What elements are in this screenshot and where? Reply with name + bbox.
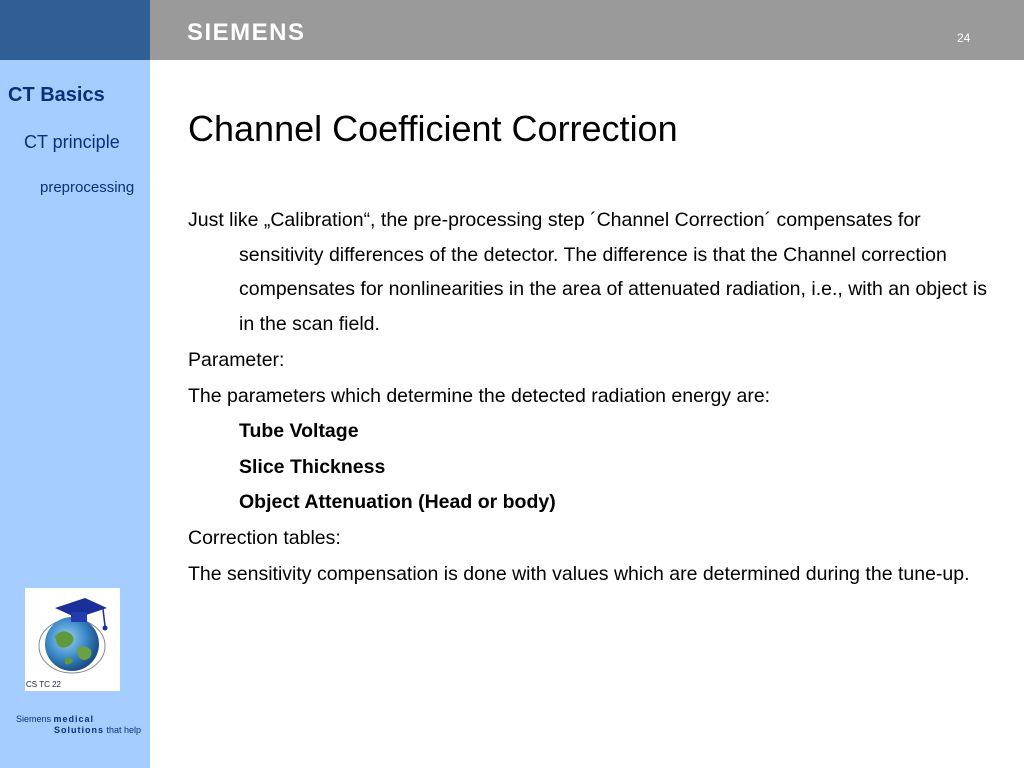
intro-paragraph: Just like „Calibration“, the pre-processing step ´Channel Correction´ compensates for sensitivity differences of the detector. The difference is that the Channel correction compensates for nonlinearities in the area of attenuated radiation, i.e., with an object is in the scan field. xyxy=(188,209,987,335)
globe-graduation-cap-icon xyxy=(25,588,120,678)
siemens-medical-tagline: Siemens medical Solutions that help xyxy=(16,714,142,735)
correction-heading: Correction tables: xyxy=(188,526,341,549)
sidebar-item-preprocessing[interactable]: preprocessing xyxy=(40,179,135,196)
slide-body xyxy=(188,203,988,588)
siemens-logo: SIEMENS xyxy=(187,19,306,46)
page-title: Channel Coefficient Correction xyxy=(188,108,678,149)
parameter-item: Tube Voltage xyxy=(239,420,359,442)
parameter-item: Object Attenuation (Head or body) xyxy=(239,491,556,513)
slide-number: 24 xyxy=(957,31,971,45)
sidebar-item-ct-principle[interactable]: CT principle xyxy=(24,132,120,152)
parameter-heading: Parameter: xyxy=(188,349,285,371)
parameter-item: Slice Thickness xyxy=(239,455,386,478)
logo-caption: CS TC 22 xyxy=(26,680,61,689)
header-left-block xyxy=(0,0,150,60)
correction-text: The sensitivity compensation is done with values which are determined during the tune-up. xyxy=(188,563,970,585)
globe-logo xyxy=(25,588,120,691)
parameter-text: The parameters which determine the detected radiation energy are: xyxy=(188,384,771,407)
sidebar-item-ct-basics[interactable]: CT Basics xyxy=(8,84,105,106)
